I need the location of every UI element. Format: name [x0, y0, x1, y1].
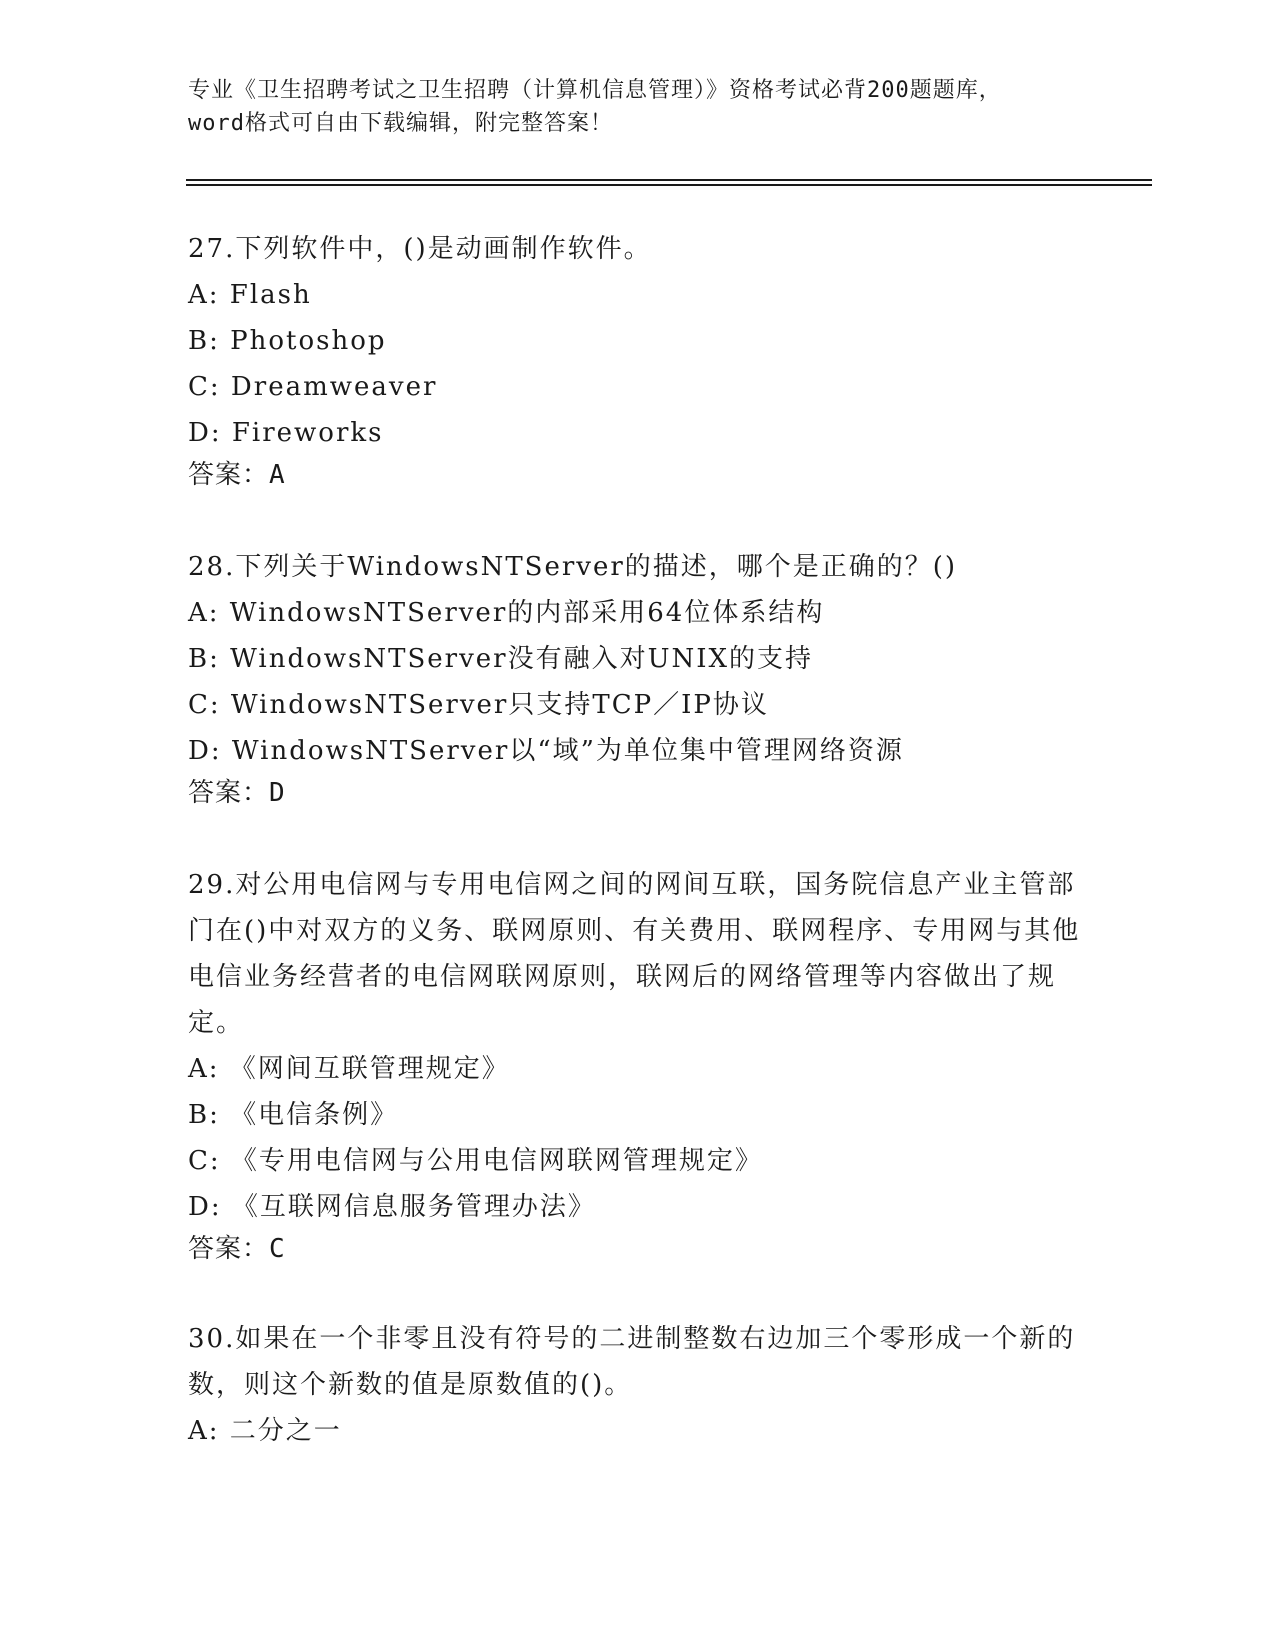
- question-stem: 28.下列关于WindowsNTServer的描述，哪个是正确的？(): [188, 552, 958, 582]
- question-29: [188, 862, 1088, 1272]
- option-d: D: WindowsNTServer以“域”为单位集中管理网络资源: [188, 736, 904, 766]
- option-b: B: WindowsNTServer没有融入对UNIX的支持: [188, 644, 814, 674]
- question-27: [188, 226, 1088, 498]
- option-c: C: WindowsNTServer只支持TCP／IP协议: [188, 690, 769, 720]
- option-a: A: 二分之一: [188, 1416, 342, 1446]
- answer-value: A: [269, 460, 286, 490]
- option-b: B: 《电信条例》: [188, 1100, 399, 1130]
- question-30: [188, 1316, 1088, 1454]
- option-b: B: Photoshop: [188, 326, 387, 356]
- answer-value: D: [269, 778, 286, 808]
- document-header: [188, 74, 1088, 140]
- question-28: [188, 544, 1088, 816]
- option-a: A: WindowsNTServer的内部采用64位体系结构: [188, 598, 825, 628]
- question-stem: 30.如果在一个非零且没有符号的二进制整数右边加三个零形成一个新的数，则这个新数的值是原数值的()。: [188, 1324, 1076, 1400]
- header-rule-bottom: [186, 184, 1152, 186]
- option-c: C: Dreamweaver: [188, 372, 438, 402]
- question-stem: 29.对公用电信网与专用电信网之间的网间互联，国务院信息产业主管部门在()中对双方的义务、联网原则、有关费用、联网程序、专用网与其他电信业务经营者的电信网联网原则，联网后的网络管理等内容做出了规定。: [188, 870, 1081, 1038]
- question-stem: 27.下列软件中，()是动画制作软件。: [188, 234, 652, 264]
- answer: [188, 770, 1088, 816]
- option-a: A: 《网间互联管理规定》: [188, 1054, 510, 1084]
- header-line-2: word格式可自由下载编辑，附完整答案！: [188, 111, 613, 136]
- answer: [188, 452, 1088, 498]
- option-d: D: 《互联网信息服务管理办法》: [188, 1192, 596, 1222]
- answer-value: C: [269, 1234, 286, 1264]
- header-line-1: 专业《卫生招聘考试之卫生招聘（计算机信息管理）》资格考试必背200题题库，: [188, 78, 1002, 103]
- answer-label: 答案：: [188, 1234, 270, 1264]
- option-a: A: Flash: [188, 280, 312, 310]
- header-rule-top: [186, 179, 1152, 181]
- option-c: C: 《专用电信网与公用电信网联网管理规定》: [188, 1146, 763, 1176]
- answer: [188, 1226, 1088, 1272]
- answer-label: 答案：: [188, 778, 270, 808]
- option-d: D: Fireworks: [188, 418, 384, 448]
- answer-label: 答案：: [188, 460, 270, 490]
